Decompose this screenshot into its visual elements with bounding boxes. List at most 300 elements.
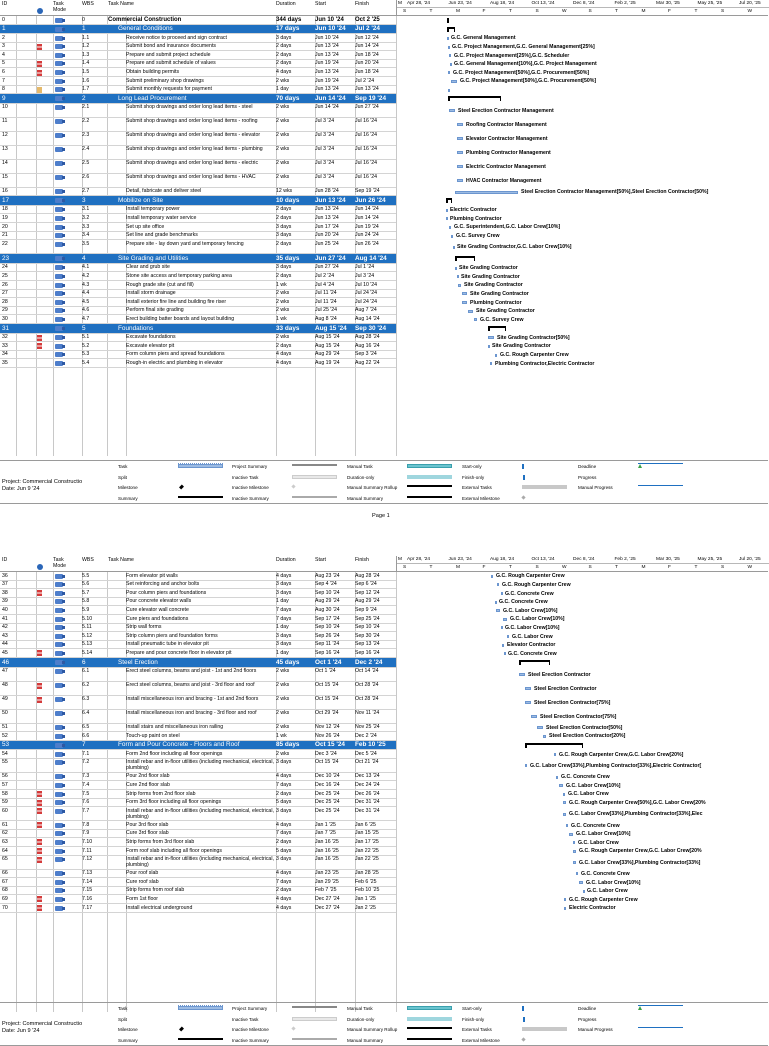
task-id: 43 (2, 632, 8, 639)
task-bar[interactable] (583, 890, 585, 893)
resource-label: G.C. Labor Crew[33%],Plumbing Contractor[33%],Elec (569, 811, 703, 818)
resource-label: Steel Erection Contractor[75%] (534, 699, 611, 706)
timescale-period-label: May 25, '25 (697, 557, 723, 562)
task-bar[interactable] (507, 635, 509, 638)
task-row[interactable] (0, 724, 396, 733)
resource-label: Roofing Contractor Management (466, 121, 547, 128)
task-id: 58 (2, 790, 8, 797)
task-bar[interactable] (566, 824, 568, 827)
task-wbs: 6.5 (82, 724, 90, 730)
task-duration: 1 day (276, 598, 289, 605)
task-row[interactable] (0, 732, 396, 741)
task-row[interactable] (0, 870, 396, 879)
note-icon (37, 87, 42, 93)
task-id: 51 (2, 724, 8, 730)
legend-item-label: Manual Task (347, 464, 373, 469)
summary-task-row[interactable] (0, 25, 396, 35)
column-header-wbs[interactable]: WBS (82, 1, 94, 7)
task-bar[interactable] (576, 872, 578, 875)
task-bar[interactable] (502, 644, 504, 647)
task-id: 17 (2, 196, 10, 204)
task-name: Pour concrete elevator walls (126, 598, 192, 605)
task-mode-icon (55, 161, 63, 166)
task-duration: 2 days (276, 342, 292, 349)
task-start: Jun 20 '24 (315, 232, 339, 239)
column-header-mode[interactable]: Task Mode (53, 1, 66, 13)
legend-item-label: External Milestone (462, 495, 500, 501)
legend-swatch (178, 496, 223, 498)
task-finish: Jul 16 '24 (355, 146, 378, 153)
task-bar[interactable] (556, 776, 558, 779)
task-mode-icon (55, 361, 63, 366)
task-row[interactable] (0, 232, 396, 241)
task-id: 1 (2, 25, 6, 33)
task-row[interactable] (0, 759, 396, 773)
legend-item-label: Inactive Task (232, 1016, 259, 1022)
task-wbs: 1.2 (82, 43, 90, 50)
task-id: 22 (2, 240, 8, 247)
task-row[interactable] (0, 188, 396, 197)
legend-item-label: Start-only (462, 464, 482, 469)
task-bar[interactable] (457, 275, 459, 278)
task-start: Jun 13 '24 (315, 43, 339, 50)
task-row[interactable] (0, 359, 396, 368)
task-duration: 344 days (276, 16, 302, 23)
project-info (2, 1021, 82, 1035)
task-bar[interactable] (462, 301, 467, 304)
task-row[interactable] (0, 904, 396, 913)
legend-swatch (291, 1026, 295, 1030)
task-name: Set up site office (126, 223, 165, 230)
column-header-finish[interactable]: Finish (355, 1, 369, 7)
task-row[interactable] (0, 838, 396, 847)
task-row[interactable] (0, 847, 396, 856)
task-bar[interactable] (468, 310, 473, 313)
task-row[interactable] (0, 215, 396, 224)
task-row[interactable] (0, 615, 396, 624)
task-mode-icon (55, 752, 63, 757)
task-mode-icon (55, 225, 63, 230)
task-row[interactable] (0, 298, 396, 307)
task-row[interactable] (0, 281, 396, 290)
task-duration: 3 days (276, 856, 292, 863)
task-duration: 2 wks (276, 724, 290, 730)
column-header-start[interactable]: Start (315, 1, 326, 7)
summary-bar (447, 18, 448, 20)
task-bar[interactable] (449, 54, 451, 57)
task-name: Erect building batter boards and layout building (126, 315, 235, 322)
task-row[interactable] (0, 86, 396, 95)
task-duration: 2 days (276, 206, 292, 213)
task-bar[interactable] (457, 179, 463, 182)
task-row[interactable] (0, 351, 396, 360)
task-bar[interactable] (525, 764, 527, 767)
resource-label: G.C. Project Management,G.C. General Management[25%] (452, 44, 595, 50)
resource-label: G.C. Concrete Crew (561, 774, 610, 781)
task-bar[interactable] (451, 235, 453, 238)
resource-label: Site Grading Contractor (459, 265, 518, 272)
task-row[interactable] (0, 77, 396, 86)
task-bar[interactable] (448, 89, 450, 92)
task-row[interactable] (0, 750, 396, 759)
task-bar[interactable] (497, 583, 499, 586)
task-mode-icon (55, 617, 63, 622)
task-row[interactable] (0, 290, 396, 299)
task-id: 11 (2, 118, 8, 125)
summary-task-row[interactable] (0, 324, 396, 334)
task-bar[interactable] (519, 673, 525, 676)
resource-label: Plumbing Contractor,Electric Contractor (495, 360, 595, 367)
task-start: Aug 8 '24 (315, 315, 337, 322)
resource-label: G.C. Rough Carpenter Crew (500, 352, 569, 358)
task-row[interactable] (0, 146, 396, 160)
task-bar[interactable] (531, 715, 537, 718)
timescale-unit-label: S (403, 565, 407, 570)
task-row[interactable] (0, 118, 396, 132)
task-bar[interactable] (491, 575, 493, 578)
task-mode-icon (55, 823, 63, 828)
task-row[interactable] (0, 240, 396, 254)
resource-label: G.C. Project Management[50%],G.C. Procurement[50%] (453, 69, 590, 76)
task-id: 50 (2, 710, 8, 716)
task-start: Dec 16 '24 (315, 781, 340, 788)
task-finish: Feb 10 '25 (355, 741, 386, 749)
resource-label: G.C. Labor Crew[10%] (505, 624, 560, 631)
task-bar[interactable] (501, 592, 503, 595)
task-mode-icon (55, 792, 63, 797)
task-row[interactable] (0, 632, 396, 641)
task-name: Submit shop drawings and order long lead items - electric (126, 160, 259, 167)
resource-label: G.C. Rough Carpenter Crew (569, 896, 638, 903)
task-finish: Aug 28 '24 (355, 334, 380, 340)
task-bar[interactable] (564, 898, 566, 901)
task-row[interactable] (0, 624, 396, 633)
task-name: Form 2nd floor including all floor openings (126, 750, 223, 757)
task-name: Submit preliminary shop drawings (126, 77, 204, 84)
task-bar[interactable] (474, 318, 477, 321)
column-header-finish[interactable]: Finish (355, 557, 369, 563)
summary-task-row[interactable] (0, 94, 396, 104)
task-row[interactable] (0, 641, 396, 650)
task-row[interactable] (0, 342, 396, 351)
resource-label: G.C. Labor Crew[10%] (576, 831, 631, 838)
warning-indicator-icon (37, 697, 42, 703)
legend-item-label: Manual Summary Rollup (347, 1027, 398, 1032)
task-wbs: 7.1 (82, 750, 90, 757)
summary-task-row[interactable] (0, 658, 396, 668)
task-bar[interactable] (451, 80, 457, 83)
task-finish: Feb 6 '25 (355, 878, 377, 885)
resource-label: G.C. Labor Crew (578, 839, 619, 846)
task-mode-icon (55, 326, 63, 331)
task-row[interactable] (0, 223, 396, 232)
legend-item-label: Milestone (118, 485, 138, 490)
task-row[interactable] (0, 649, 396, 658)
task-name: Pour 3rd floor slab (126, 821, 169, 828)
column-header-id[interactable]: ID (2, 1, 8, 7)
task-id: 64 (2, 847, 8, 854)
task-row[interactable] (0, 878, 396, 887)
task-mode-icon (55, 897, 63, 902)
timescale-unit-label: T (429, 9, 433, 14)
task-duration: 4 days (276, 359, 292, 366)
resource-label: G.C. Survey Crew (480, 316, 524, 323)
resource-label: G.C. Concrete Crew (508, 650, 557, 657)
task-bar[interactable] (525, 701, 531, 704)
task-bar[interactable] (446, 209, 448, 212)
task-start: Dec 25 '24 (315, 807, 340, 814)
task-bar[interactable] (554, 753, 556, 756)
timescale-unit-label: T (509, 9, 512, 14)
task-wbs: 3.1 (82, 206, 90, 213)
task-row[interactable] (0, 174, 396, 188)
task-bar[interactable] (490, 362, 492, 365)
task-row[interactable] (0, 668, 396, 682)
task-wbs: 3.3 (82, 223, 90, 230)
task-wbs: 7.9 (82, 830, 90, 837)
task-wbs: 7.6 (82, 799, 90, 806)
task-duration: 1 day (276, 649, 289, 656)
warning-indicator-icon (37, 800, 42, 806)
task-mode-icon (55, 36, 63, 41)
warning-indicator-icon (37, 791, 42, 797)
task-bar[interactable] (458, 284, 461, 287)
task-bar[interactable] (573, 850, 576, 853)
timescale-unit-label: T (615, 565, 618, 570)
resource-label: G.C. Superintendent,G.C. Labor Crew[10%] (454, 224, 561, 231)
task-bar[interactable] (448, 46, 450, 49)
task-wbs: 5.8 (82, 598, 90, 605)
task-bar[interactable] (569, 833, 573, 836)
page-separator (0, 528, 768, 556)
column-header-name[interactable]: Task Name (108, 557, 134, 563)
summary-task-row[interactable] (0, 196, 396, 206)
task-row[interactable] (0, 43, 396, 52)
timescale-period-label: Mar 30, '25 (656, 557, 680, 562)
task-row[interactable] (0, 272, 396, 281)
task-row[interactable] (0, 606, 396, 615)
legend-swatch (638, 1027, 683, 1028)
task-row[interactable] (0, 160, 396, 174)
timescale-unit-label: F (482, 9, 486, 14)
task-id: 5 (2, 60, 5, 67)
task-row[interactable] (0, 334, 396, 343)
legend-item-label: Progress (578, 474, 597, 480)
task-finish: Aug 22 '24 (355, 359, 380, 366)
task-bar[interactable] (537, 726, 543, 729)
resource-label: Electric Contractor Management (466, 163, 546, 170)
task-finish: Sep 30 '24 (355, 324, 387, 332)
task-row[interactable] (0, 887, 396, 896)
task-row[interactable] (0, 264, 396, 273)
task-wbs: 5.4 (82, 359, 90, 366)
task-bar[interactable] (559, 784, 563, 787)
task-bar[interactable] (543, 735, 546, 738)
task-row[interactable] (0, 598, 396, 607)
task-finish: Jan 15 '25 (355, 830, 379, 837)
task-bar[interactable] (495, 601, 497, 604)
resource-label: G.C. Rough Carpenter Crew (496, 573, 565, 580)
task-row[interactable] (0, 589, 396, 598)
task-wbs: 6.3 (82, 696, 90, 702)
task-bar[interactable] (448, 71, 450, 74)
project-summary-row[interactable] (0, 16, 396, 25)
task-bar[interactable] (449, 226, 451, 229)
column-header-start[interactable]: Start (315, 557, 326, 563)
task-name: Prepare and submit project schedule (126, 51, 211, 58)
summary-bar (525, 743, 583, 745)
resource-label: G.C. Labor Crew[10%] (566, 782, 621, 789)
timescale-unit-label: T (694, 9, 698, 14)
task-row[interactable] (0, 799, 396, 808)
task-bar[interactable] (563, 801, 566, 804)
task-name: Prepare site - lay down yard and temporary fencing (126, 240, 244, 247)
resource-label: G.C. Labor Crew (587, 888, 628, 895)
task-row[interactable] (0, 315, 396, 324)
task-bar[interactable] (563, 813, 566, 816)
task-duration: 4 days (276, 69, 292, 75)
task-row[interactable] (0, 51, 396, 60)
task-mode-icon (55, 871, 63, 876)
task-row[interactable] (0, 895, 396, 904)
task-row[interactable] (0, 807, 396, 821)
task-mode-icon (55, 800, 63, 805)
task-row[interactable] (0, 821, 396, 830)
task-duration: 3 days (276, 264, 292, 271)
task-row[interactable] (0, 773, 396, 782)
task-bar[interactable] (496, 609, 500, 612)
legend-item-label: Project Summary (232, 464, 268, 469)
task-finish: Jun 19 '24 (355, 223, 379, 230)
task-row[interactable] (0, 581, 396, 590)
task-row[interactable] (0, 682, 396, 696)
task-start: Jun 19 '24 (315, 77, 339, 84)
legend-swatch (292, 475, 337, 479)
task-finish: Jan 22 '25 (355, 856, 379, 863)
task-duration: 35 days (276, 254, 300, 262)
task-finish: Jul 24 '24 (355, 290, 378, 297)
task-row[interactable] (0, 132, 396, 146)
task-bar[interactable] (563, 793, 565, 796)
task-mode-icon (55, 760, 63, 765)
legend-item-label: Manual Progress (578, 485, 613, 490)
task-bar[interactable] (503, 618, 507, 621)
task-row[interactable] (0, 34, 396, 43)
task-row[interactable] (0, 781, 396, 790)
task-bar[interactable] (455, 191, 518, 194)
task-bar[interactable] (495, 354, 497, 357)
task-row[interactable] (0, 60, 396, 69)
legend-swatch (407, 1027, 452, 1029)
task-bar[interactable] (457, 151, 463, 154)
timescale-period-label: Dec 8, '24 (573, 557, 595, 562)
task-duration: 2 wks (276, 146, 290, 153)
task-bar[interactable] (446, 217, 448, 220)
column-header-wbs[interactable]: WBS (82, 557, 94, 563)
task-bar[interactable] (462, 292, 467, 295)
resource-label: Steel Erection Contractor (528, 671, 591, 678)
column-header-name[interactable]: Task Name (108, 1, 134, 7)
task-name: Cure roof slab (126, 878, 159, 885)
task-finish: Jun 26 '24 (355, 196, 386, 204)
task-duration: 3 days (276, 641, 292, 648)
task-bar[interactable] (488, 345, 490, 348)
task-bar[interactable] (504, 652, 506, 655)
task-row[interactable] (0, 696, 396, 710)
task-bar[interactable] (457, 123, 463, 126)
task-bar[interactable] (453, 246, 455, 249)
task-id: 3 (2, 43, 5, 50)
task-bar[interactable] (501, 626, 503, 629)
task-name: Install pneumatic tube in elevator pit (126, 641, 209, 648)
task-row[interactable] (0, 830, 396, 839)
legend-swatch (407, 475, 452, 479)
legend-item-label: Deadline (578, 1006, 597, 1011)
task-bar[interactable] (573, 841, 575, 844)
task-row[interactable] (0, 572, 396, 581)
task-row[interactable] (0, 710, 396, 724)
timescale (396, 0, 768, 16)
task-duration: 3 days (276, 581, 292, 588)
task-duration: 7 days (276, 878, 292, 885)
task-wbs: 7.10 (82, 838, 93, 845)
resource-label: Electric Contractor (569, 905, 616, 912)
task-id: 42 (2, 624, 8, 631)
task-wbs: 5.6 (82, 581, 90, 588)
task-bar[interactable] (457, 137, 463, 140)
task-bar[interactable] (457, 165, 463, 168)
task-finish: Sep 9 '24 (355, 606, 377, 613)
task-bar[interactable] (573, 861, 576, 864)
task-row[interactable] (0, 206, 396, 215)
task-start: Aug 30 '24 (315, 606, 340, 613)
task-bar[interactable] (450, 63, 452, 66)
task-row[interactable] (0, 104, 396, 118)
task-bar[interactable] (455, 267, 457, 270)
task-wbs: 5.10 (82, 615, 93, 622)
column-header-mode[interactable]: Task Mode (53, 557, 66, 569)
column-header-duration[interactable]: Duration (276, 557, 296, 563)
task-mode-icon (55, 599, 63, 604)
column-header-duration[interactable]: Duration (276, 1, 296, 7)
task-row[interactable] (0, 307, 396, 316)
task-id: 20 (2, 223, 8, 230)
column-header-id[interactable]: ID (2, 557, 8, 563)
task-id: 23 (2, 254, 10, 262)
task-name: Strip forms from 2nd floor slab (126, 790, 196, 797)
summary-task-row[interactable] (0, 741, 396, 751)
task-bar[interactable] (488, 336, 494, 339)
task-finish: Jul 16 '24 (355, 118, 378, 125)
task-start: Jun 14 '24 (315, 94, 346, 102)
task-mode-icon (55, 308, 63, 313)
task-bar[interactable] (449, 109, 455, 112)
task-bar[interactable] (564, 907, 566, 910)
task-finish: Oct 2 '25 (355, 16, 380, 23)
task-bar[interactable] (447, 37, 449, 40)
task-row[interactable] (0, 790, 396, 799)
legend-swatch (638, 463, 683, 464)
summary-task-row[interactable] (0, 254, 396, 264)
resource-label: G.C. Rough Carpenter Crew (502, 581, 571, 588)
task-row[interactable] (0, 69, 396, 78)
timescale-period-label: Dec 8, '24 (573, 1, 595, 6)
legend-swatch (407, 464, 452, 468)
task-row[interactable] (0, 856, 396, 870)
task-bar[interactable] (579, 881, 583, 884)
task-bar[interactable] (525, 687, 531, 690)
resource-label: Site Grading Contractor[50%] (497, 334, 570, 341)
